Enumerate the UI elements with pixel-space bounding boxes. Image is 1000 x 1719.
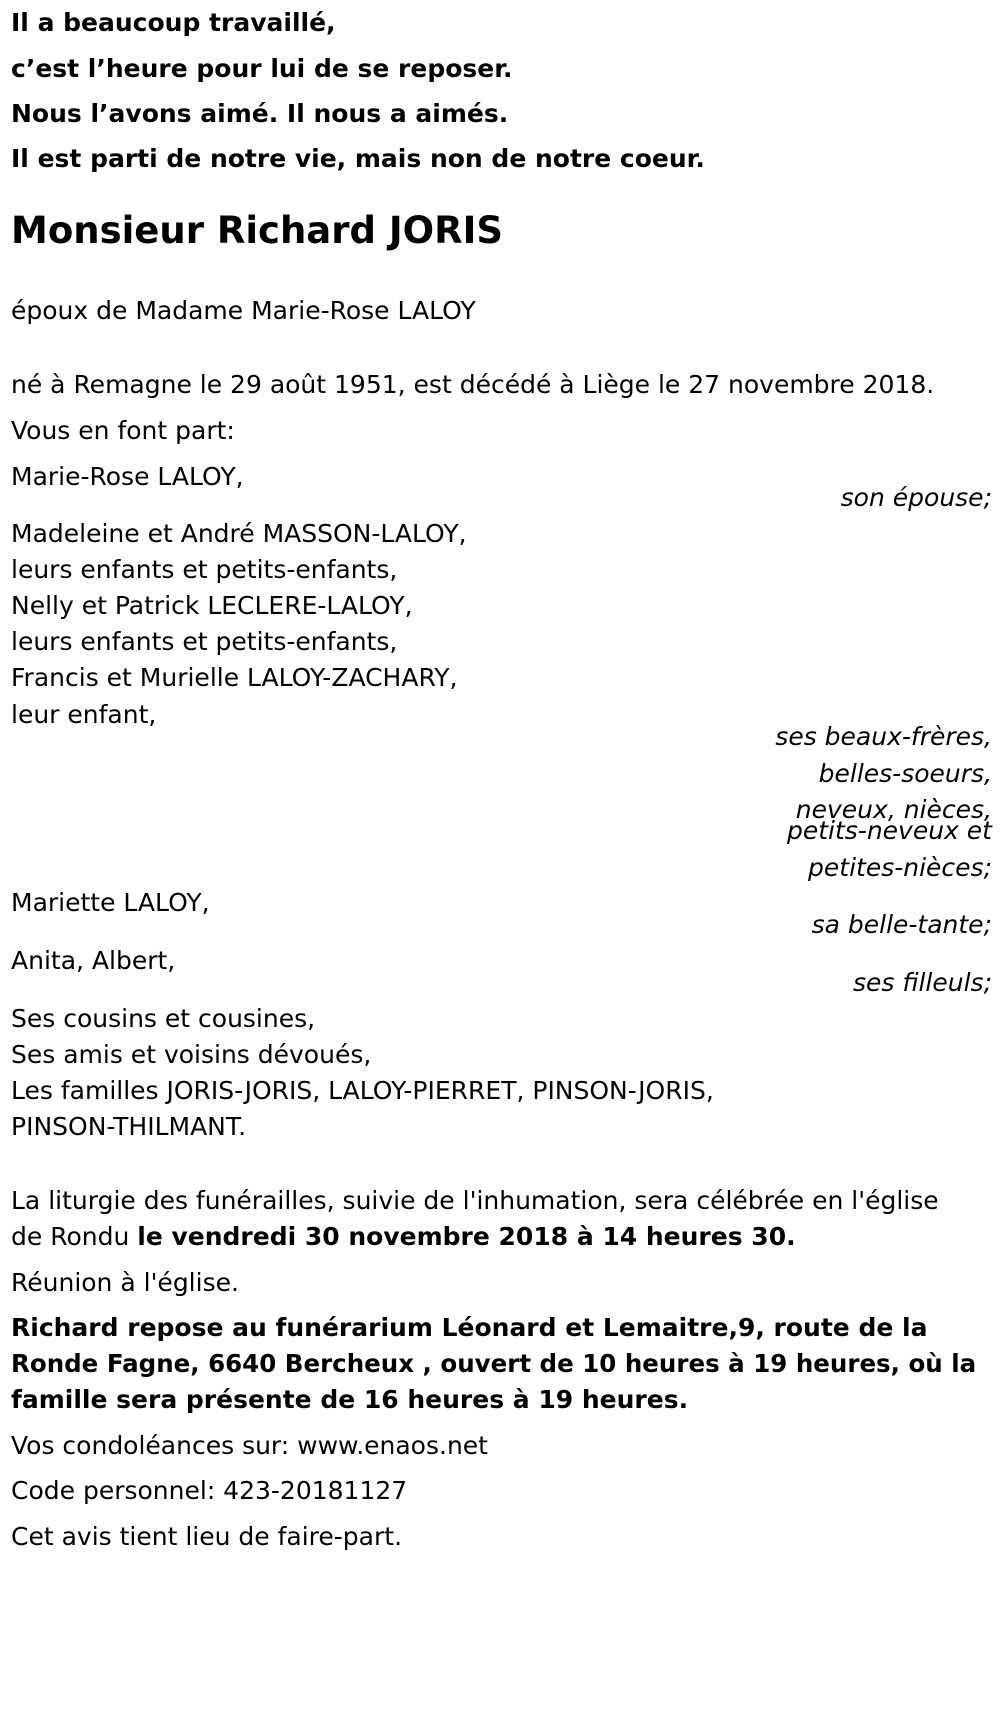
relative-line-5: Francis et Murielle LALOY-ZACHARY, — [11, 663, 458, 692]
deceased-name: Monsieur Richard JORIS — [11, 209, 504, 252]
funerarium-line-2: Ronde Fagne, 6640 Bercheux , ouvert de 10 heures à 19 heures, où la — [11, 1349, 977, 1378]
relatives-role-2: belles-soeurs, — [818, 759, 992, 788]
relatives-role-3: neveux, nièces, — [795, 795, 992, 824]
relative-line-3: Nelly et Patrick LECLERE-LALOY, — [11, 591, 413, 620]
code-line: Code personnel: 423-20181127 — [11, 1476, 408, 1505]
ceremony-line-2 — [11, 1222, 796, 1252]
birth-death-line: né à Remagne le 29 août 1951, est décédé à Liège le 27 novembre 2018. — [11, 370, 935, 399]
condolences-line: Vos condoléances sur: www.enaos.net — [11, 1431, 488, 1460]
poem-line-2: c’est l’heure pour lui de se reposer. — [11, 54, 513, 83]
announce-line: Vous en font part: — [11, 416, 235, 445]
notice-line: Cet avis tient lieu de faire-part. — [11, 1522, 403, 1551]
aunt-role: sa belle-tante; — [811, 910, 992, 939]
poem-line-3: Nous l’avons aimé. Il nous a aimés. — [11, 99, 509, 128]
meeting-line: Réunion à l'église. — [11, 1268, 239, 1297]
aunt-name: Mariette LALOY, — [11, 888, 210, 917]
relatives-role-4: petits-neveux et — [786, 816, 992, 845]
relative-line-6: leur enfant, — [11, 700, 157, 729]
wife-name: Marie-Rose LALOY, — [11, 462, 244, 491]
godchildren-role: ses filleuls; — [852, 968, 992, 997]
spouse-line: époux de Madame Marie-Rose LALOY — [11, 296, 476, 325]
ceremony-date: le vendredi 30 novembre 2018 à 14 heures 30. — [137, 1222, 796, 1251]
relatives-role-1: ses beaux-frères, — [775, 722, 992, 751]
others-line-3: Les familles JORIS-JORIS, LALOY-PIERRET, PINSON-JORIS, — [11, 1076, 714, 1105]
relative-line-4: leurs enfants et petits-enfants, — [11, 627, 398, 656]
wife-role: son épouse; — [840, 483, 992, 512]
others-line-4: PINSON-THILMANT. — [11, 1112, 247, 1141]
funerarium-line-3: famille sera présente de 16 heures à 19 heures. — [11, 1385, 689, 1414]
ceremony-line-1: La liturgie des funérailles, suivie de l'inhumation, sera célébrée en l'église — [11, 1186, 939, 1215]
ceremony-place: de Rondu — [11, 1222, 138, 1251]
relative-line-2: leurs enfants et petits-enfants, — [11, 555, 398, 584]
others-line-1: Ses cousins et cousines, — [11, 1004, 316, 1033]
poem-line-4: Il est parti de notre vie, mais non de notre coeur. — [11, 144, 705, 173]
poem-line-1: Il a beaucoup travaillé, — [11, 8, 336, 37]
relative-line-1: Madeleine et André MASSON-LALOY, — [11, 519, 467, 548]
funerarium-line-1: Richard repose au funérarium Léonard et Lemaitre,9, route de la — [11, 1313, 928, 1342]
relatives-role-5: petites-nièces; — [808, 853, 992, 882]
godchildren-names: Anita, Albert, — [11, 946, 176, 975]
others-line-2: Ses amis et voisins dévoués, — [11, 1040, 372, 1069]
